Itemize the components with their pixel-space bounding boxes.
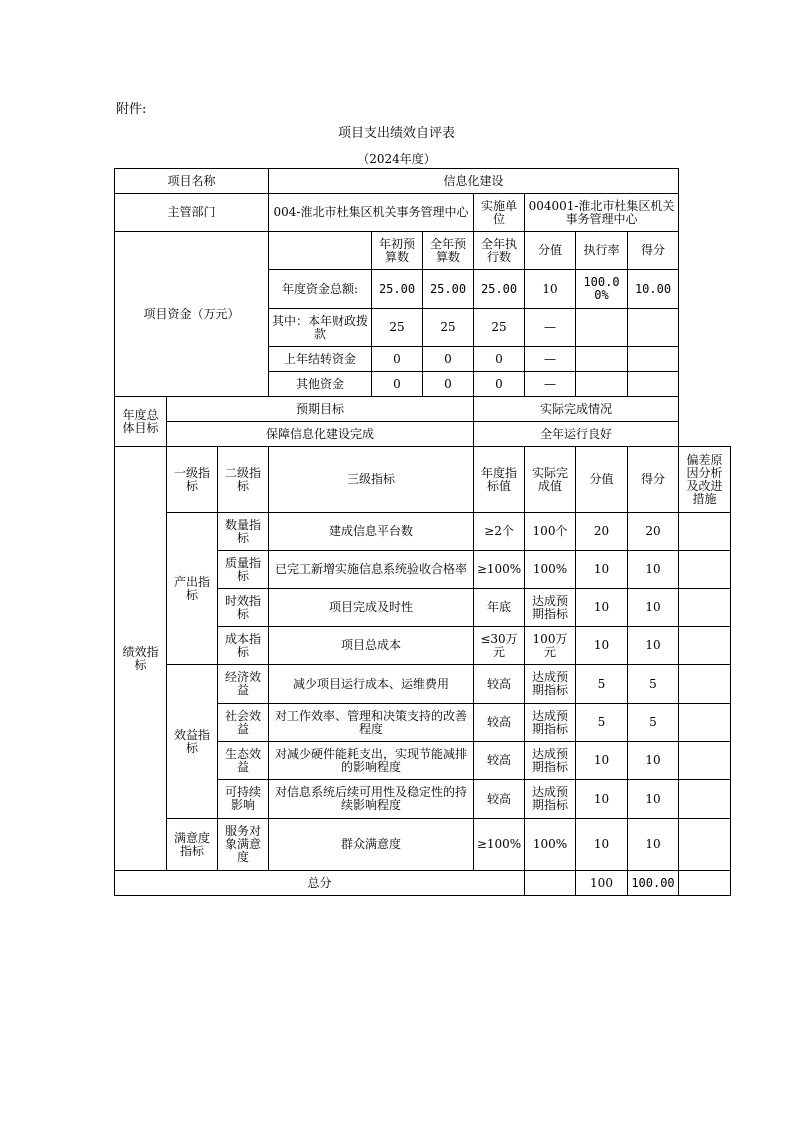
goal-label: 年度总体目标 — [115, 397, 167, 447]
indicator-header-target: 年度指标值 — [474, 447, 525, 513]
indicator-reason — [679, 704, 731, 742]
indicator-weight: 10 — [576, 589, 628, 627]
total-row — [115, 871, 731, 896]
attachment-label: 附件: — [116, 102, 147, 117]
funds-initial: 25.00 — [372, 270, 423, 309]
funds-weight: — — [525, 309, 576, 347]
funds-header-initial: 年初预算数 — [372, 232, 423, 270]
indicator-score: 10 — [628, 627, 679, 665]
indicator-score: 10 — [628, 819, 679, 871]
funds-executed: 0 — [474, 347, 525, 372]
funds-rate — [576, 347, 628, 372]
goal-expected-header: 预期目标 — [167, 397, 474, 422]
indicator-actual: 达成预期指标 — [525, 742, 576, 780]
indicator-weight: 5 — [576, 704, 628, 742]
indicator-row — [115, 513, 731, 551]
indicator-level3: 减少项目运行成本、运维费用 — [269, 665, 474, 704]
funds-rate — [576, 372, 628, 397]
funds-header-score: 得分 — [628, 232, 679, 270]
funds-initial: 0 — [372, 347, 423, 372]
funds-weight: — — [525, 372, 576, 397]
total-score: 100.00 — [628, 871, 679, 896]
indicator-level2: 社会效益 — [218, 704, 269, 742]
indicator-header-reason: 偏差原因分析及改进措施 — [679, 447, 731, 513]
indicator-header-level3: 三级指标 — [269, 447, 474, 513]
indicator-weight: 10 — [576, 627, 628, 665]
funds-executed: 25 — [474, 309, 525, 347]
indicator-level2: 生态效益 — [218, 742, 269, 780]
indicator-level1: 产出指标 — [167, 513, 218, 665]
funds-weight: 10 — [525, 270, 576, 309]
indicator-level3: 建成信息平台数 — [269, 513, 474, 551]
indicator-target: ≤30万元 — [474, 627, 525, 665]
funds-blank-header — [269, 232, 372, 270]
project-name-label: 项目名称 — [115, 169, 269, 194]
project-name-row — [115, 169, 731, 194]
funds-weight: — — [525, 347, 576, 372]
indicator-level1: 满意度指标 — [167, 819, 218, 871]
indicator-score: 10 — [628, 589, 679, 627]
funds-initial: 25 — [372, 309, 423, 347]
indicator-actual: 100万元 — [525, 627, 576, 665]
indicator-score: 5 — [628, 704, 679, 742]
indicator-target: 较高 — [474, 704, 525, 742]
indicator-reason — [679, 513, 731, 551]
indicator-level2: 质量指标 — [218, 551, 269, 589]
indicators-label: 绩效指标 — [115, 447, 167, 871]
document-year: （2024年度） — [357, 152, 436, 166]
indicator-score: 20 — [628, 513, 679, 551]
indicator-score: 10 — [628, 551, 679, 589]
funds-rate: 100.00% — [576, 270, 628, 309]
indicator-score: 10 — [628, 742, 679, 780]
indicator-row — [115, 819, 731, 871]
indicator-actual: 达成预期指标 — [525, 780, 576, 819]
funds-header-row — [115, 232, 731, 270]
indicator-target: ≥100% — [474, 819, 525, 871]
funds-header-rate: 执行率 — [576, 232, 628, 270]
department-value: 004-淮北市杜集区机关事务管理中心 — [269, 194, 474, 232]
goal-header-row — [115, 397, 731, 422]
indicator-weight: 10 — [576, 551, 628, 589]
funds-row-label: 上年结转资金 — [269, 347, 372, 372]
funds-annual: 0 — [423, 347, 474, 372]
indicator-row — [115, 665, 731, 704]
indicator-score: 5 — [628, 665, 679, 704]
indicator-actual: 达成预期指标 — [525, 704, 576, 742]
total-weight: 100 — [576, 871, 628, 896]
funds-rate — [576, 309, 628, 347]
goal-actual: 全年运行良好 — [474, 422, 679, 447]
goal-content-row — [115, 422, 731, 447]
indicator-target: 较高 — [474, 665, 525, 704]
indicator-level2: 经济效益 — [218, 665, 269, 704]
funds-annual: 25 — [423, 309, 474, 347]
indicator-reason — [679, 627, 731, 665]
funds-annual: 0 — [423, 372, 474, 397]
indicator-target: ≥100% — [474, 551, 525, 589]
indicator-level3: 对信息系统后续可用性及稳定性的持续影响程度 — [269, 780, 474, 819]
indicator-target: ≥2个 — [474, 513, 525, 551]
indicator-level3: 已完工新增实施信息系统验收合格率 — [269, 551, 474, 589]
indicator-header-level1: 一级指标 — [167, 447, 218, 513]
indicator-weight: 5 — [576, 665, 628, 704]
funds-score — [628, 347, 679, 372]
funds-row-label: 其他资金 — [269, 372, 372, 397]
indicator-target: 年底 — [474, 589, 525, 627]
indicator-level2: 可持续影响 — [218, 780, 269, 819]
evaluation-table — [114, 168, 731, 896]
funds-row-label: 年度资金总额: — [269, 270, 372, 309]
goal-actual-header: 实际完成情况 — [474, 397, 679, 422]
department-label: 主管部门 — [115, 194, 269, 232]
funds-header-weight: 分值 — [525, 232, 576, 270]
funds-row-label: 其中：本年财政拨款 — [269, 309, 372, 347]
funds-score — [628, 372, 679, 397]
indicator-score: 10 — [628, 780, 679, 819]
funds-annual: 25.00 — [423, 270, 474, 309]
funds-label: 项目资金（万元） — [115, 232, 269, 397]
total-blank — [525, 871, 576, 896]
indicator-weight: 10 — [576, 780, 628, 819]
indicator-level3: 对减少硬件能耗支出，实现节能减排的影响程度 — [269, 742, 474, 780]
implementing-unit-label: 实施单位 — [474, 194, 525, 232]
indicator-level2: 时效指标 — [218, 589, 269, 627]
funds-executed: 25.00 — [474, 270, 525, 309]
indicator-reason — [679, 742, 731, 780]
indicator-reason — [679, 589, 731, 627]
indicator-actual: 100% — [525, 819, 576, 871]
document-title: 项目支出绩效自评表 — [337, 126, 455, 141]
indicator-header-score: 得分 — [628, 447, 679, 513]
indicator-level3: 对工作效率、管理和决策支持的改善程度 — [269, 704, 474, 742]
indicator-level3: 群众满意度 — [269, 819, 474, 871]
funds-header-executed: 全年执行数 — [474, 232, 525, 270]
indicator-level3: 项目总成本 — [269, 627, 474, 665]
indicator-header-level2: 二级指标 — [218, 447, 269, 513]
indicator-level3: 项目完成及时性 — [269, 589, 474, 627]
indicator-level1: 效益指标 — [167, 665, 218, 819]
goal-expected: 保障信息化建设完成 — [167, 422, 474, 447]
indicator-actual: 100个 — [525, 513, 576, 551]
indicator-reason — [679, 551, 731, 589]
indicator-weight: 10 — [576, 742, 628, 780]
funds-score — [628, 309, 679, 347]
indicator-target: 较高 — [474, 780, 525, 819]
total-label: 总分 — [115, 871, 525, 896]
indicator-header-actual: 实际完成值 — [525, 447, 576, 513]
funds-initial: 0 — [372, 372, 423, 397]
indicator-reason — [679, 665, 731, 704]
indicator-header-row — [115, 447, 731, 513]
project-name-value: 信息化建设 — [269, 169, 679, 194]
indicator-actual: 100% — [525, 551, 576, 589]
indicator-level2: 数量指标 — [218, 513, 269, 551]
indicator-weight: 20 — [576, 513, 628, 551]
funds-score: 10.00 — [628, 270, 679, 309]
funds-header-annual: 全年预算数 — [423, 232, 474, 270]
indicator-target: 较高 — [474, 742, 525, 780]
funds-executed: 0 — [474, 372, 525, 397]
indicator-actual: 达成预期指标 — [525, 589, 576, 627]
implementing-unit-value: 004001-淮北市杜集区机关事务管理中心 — [525, 194, 679, 232]
indicator-level2: 成本指标 — [218, 627, 269, 665]
indicator-weight: 10 — [576, 819, 628, 871]
indicator-level2: 服务对象满意度 — [218, 819, 269, 871]
total-reason — [679, 871, 731, 896]
department-row — [115, 194, 731, 232]
indicator-reason — [679, 780, 731, 819]
indicator-header-weight: 分值 — [576, 447, 628, 513]
indicator-reason — [679, 819, 731, 871]
indicator-actual: 达成预期指标 — [525, 665, 576, 704]
